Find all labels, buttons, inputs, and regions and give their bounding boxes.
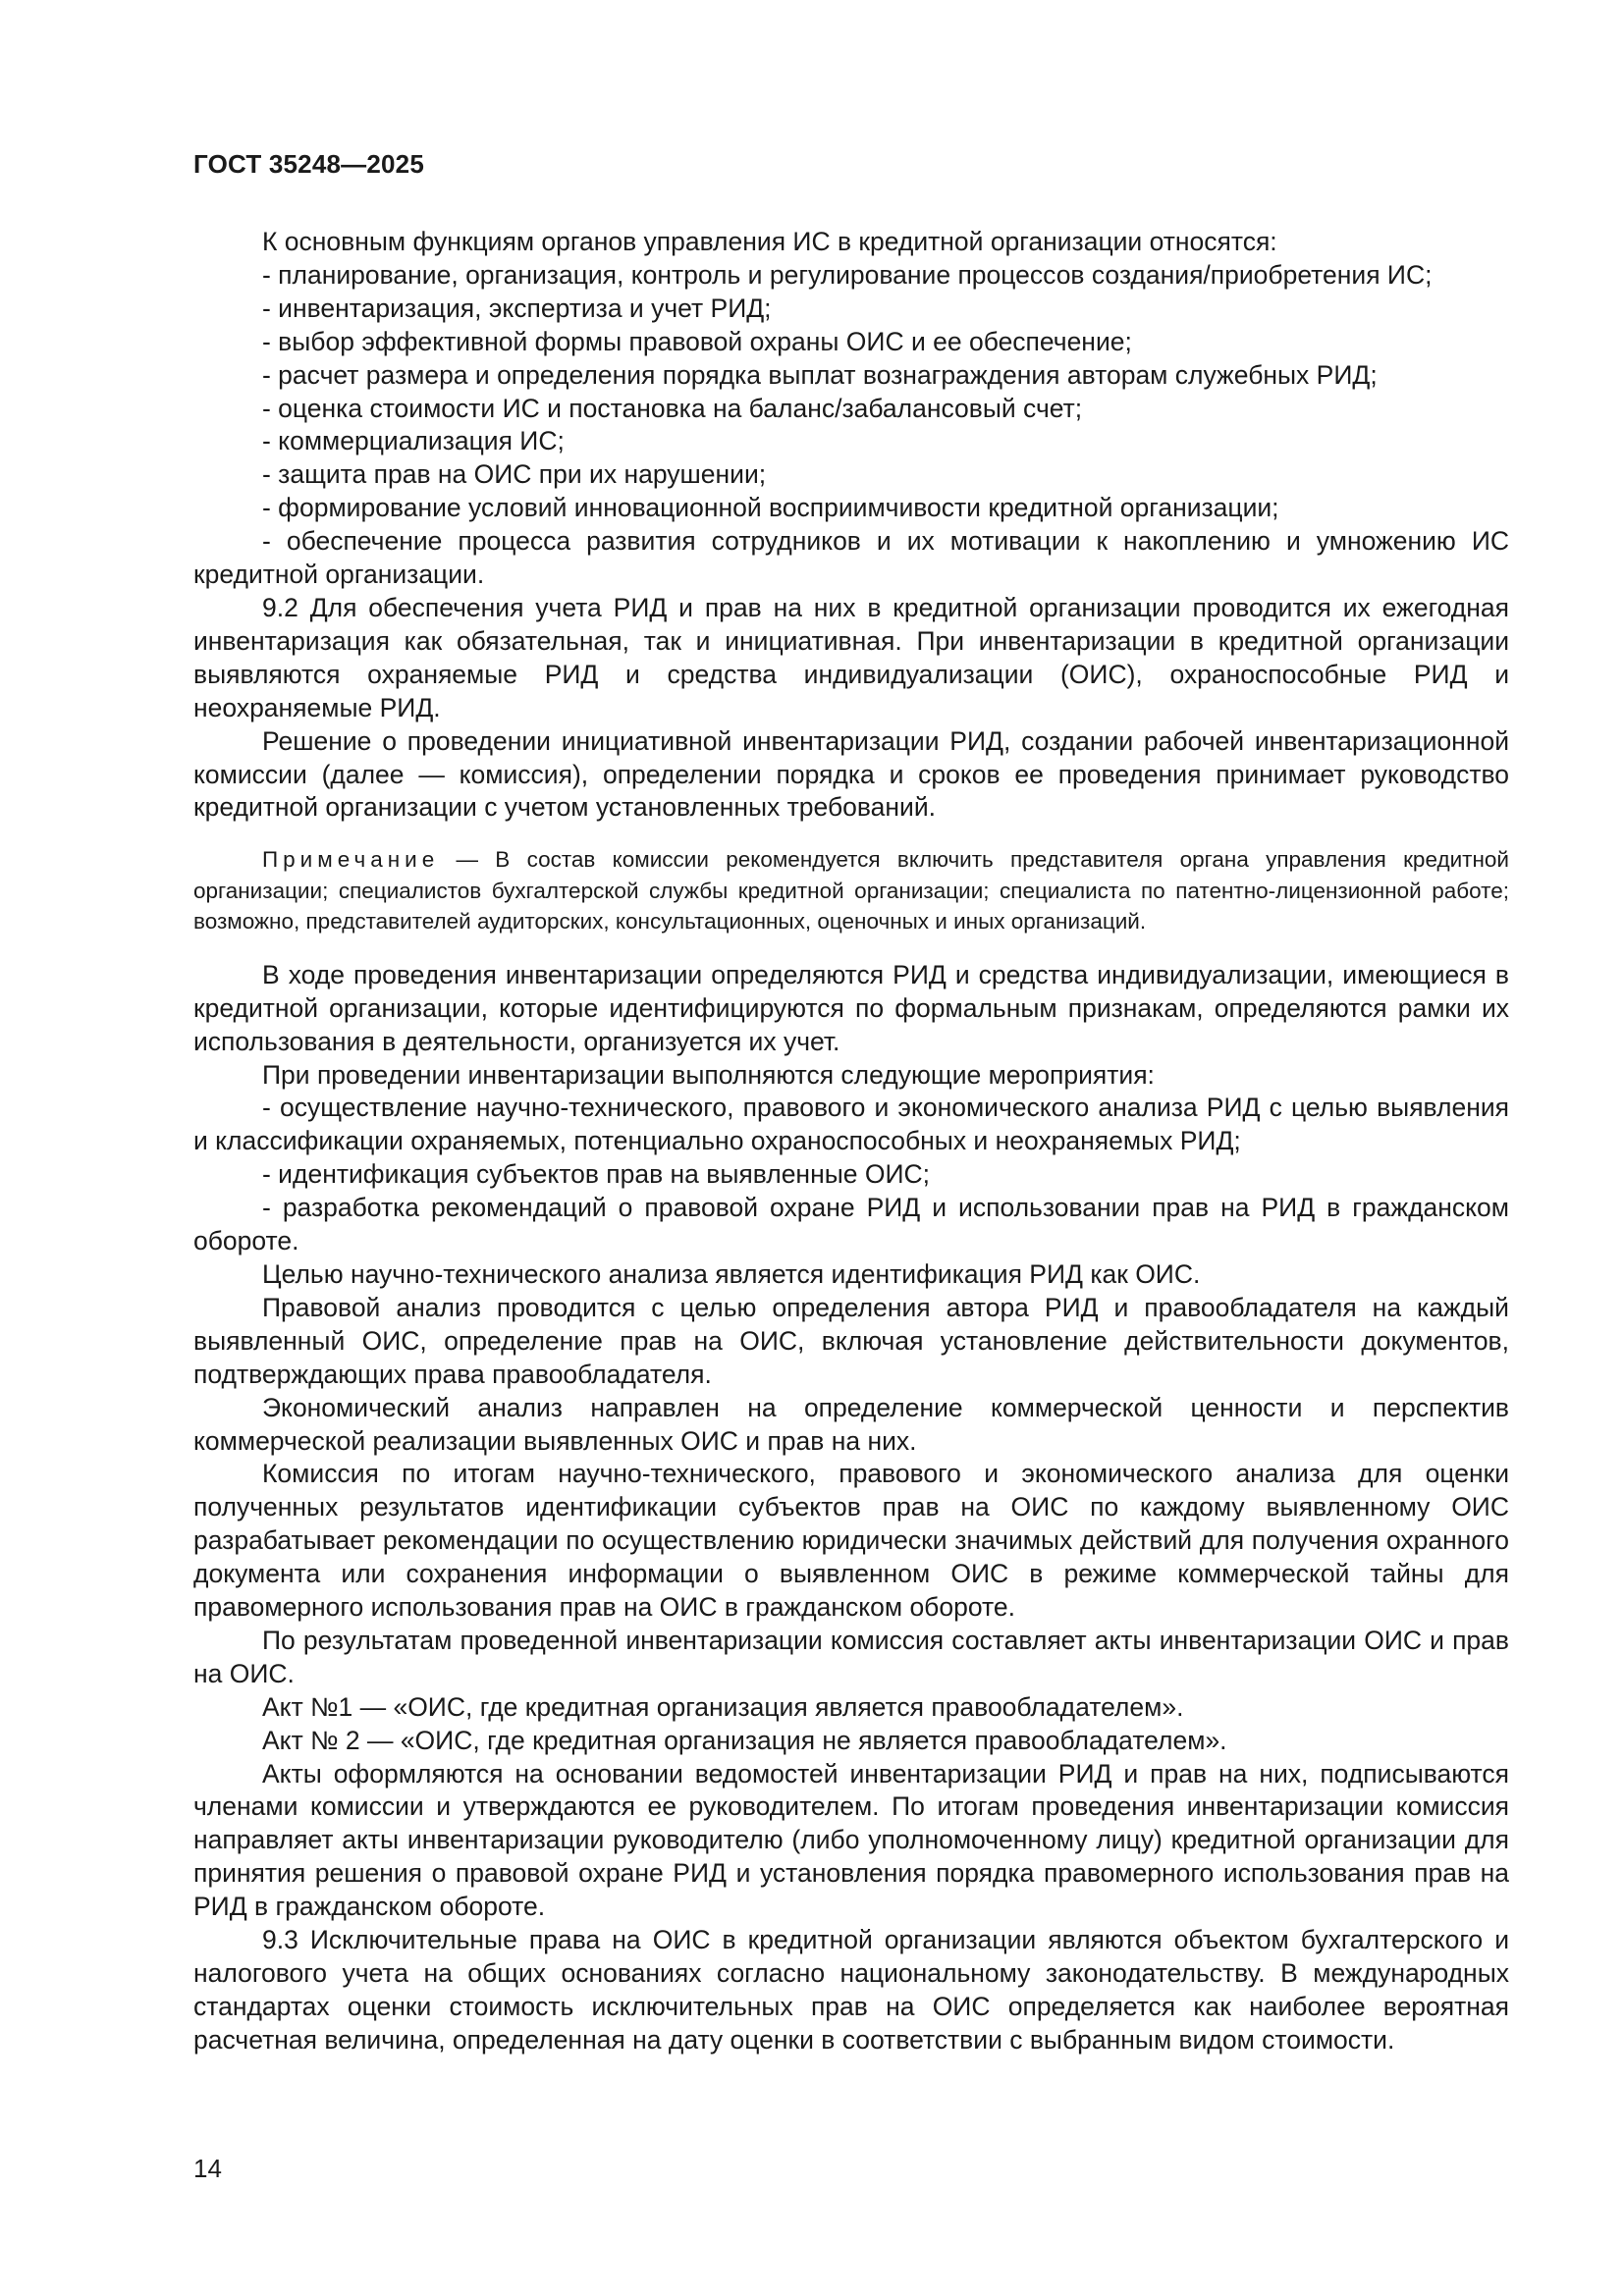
document-body: [193, 226, 1509, 2057]
list-item-measure: - идентификация субъектов прав на выявленные ОИС;: [262, 1159, 931, 1190]
paragraph-9-3: 9.3 Исключительные права на ОИС в кредитной организации являются объектом бухгалтерского и налогового учета на общих основаниях согласно национальному законодательству. В международных стандартах оценки стоимость исключительных прав на ОИС определяется как наиболее вероятная расчетная величина, определенная на дату оценки в соответствии с выбранным видом стоимости.: [193, 1925, 1509, 2055]
paragraph-decision: Решение о проведении инициативной инвентаризации РИД, создании рабочей инвентаризационной комиссии (далее — комиссия), определении порядка и сроков ее проведения принимает руководство кредитной организации с учетом установленных требований.: [193, 725, 1509, 823]
paragraph-acts: Акты оформляются на основании ведомостей инвентаризации РИД и прав на них, подписываются членами комиссии и утверждаются ее руководителем. По итогам проведения инвентаризации комиссия направляет акты инвентаризации руководителю (либо уполномоченному лицу) кредитной организации для принятия решения о правовой охране РИД и установления порядка правомерного использования прав на РИД в гражданском обороте.: [193, 1758, 1509, 1922]
paragraph-legal: Правовой анализ проводится с целью определения автора РИД и правообладателя на каждый выявленный ОИС, определение прав на ОИС, включая установление действительности документов, подтверждающих права правообладателя.: [193, 1292, 1509, 1389]
list-item-function: - обеспечение процесса развития сотрудников и их мотивации к накоплению и умножению ИС кредитной организации.: [193, 526, 1509, 590]
paragraph-intro: К основным функциям органов управления ИС в кредитной организации относятся:: [262, 227, 1277, 256]
paragraph-course: В ходе проведения инвентаризации определяются РИД и средства индивидуализации, имеющиеся в кредитной организации, которые идентифицируются по формальным признакам, определяются рамки их использования в деятельности, организуется их учет.: [193, 959, 1509, 1056]
list-item-function: - планирование, организация, контроль и регулирование процессов создания/приобретения ИС;: [262, 259, 1433, 290]
page-header: ГОСТ 35248—2025: [193, 149, 424, 179]
list-item-function: - оценка стоимости ИС и постановка на баланс/забалансовый счет;: [262, 393, 1083, 423]
paragraph-commission: Комиссия по итогам научно-технического, правового и экономического анализа для оценки полученных результатов идентификации субъектов прав на ОИС по каждому выявленному ОИС разрабатывает рекомендации по осуществлению юридически значимых действий для получения охранного документа или сохранения информации о выявленном ОИС в режиме коммерческой тайны для правомерного использования прав на ОИС в гражданском обороте.: [193, 1459, 1509, 1623]
list-item-measure: - разработка рекомендаций о правовой охране РИД и использовании прав на РИД в гражданском обороте.: [193, 1193, 1509, 1256]
list-item-function: - коммерциализация ИС;: [262, 426, 565, 456]
list-item-function: - выбор эффективной формы правовой охраны ОИС и ее обеспечение;: [262, 326, 1132, 356]
list-item-measure: - осуществление научно-технического, правового и экономического анализа РИД с целью выявления и классификации охраняемых, потенциально охраноспособных и неохраняемых РИД;: [193, 1093, 1509, 1156]
paragraph-results: По результатам проведенной инвентаризации комиссия составляет акты инвентаризации ОИС и прав на ОИС.: [193, 1625, 1509, 1688]
paragraph-9-2: 9.2 Для обеспечения учета РИД и прав на них в кредитной организации проводится их ежегодная инвентаризация как обязательная, так и инициативная. При инвентаризации в кредитной организации выявляются охраняемые РИД и средства индивидуализации (ОИС), охраноспособные РИД и неохраняемые РИД.: [193, 592, 1509, 722]
paragraph-goal: Целью научно-технического анализа является идентификация РИД как ОИС.: [262, 1258, 1201, 1289]
page-number: 14: [193, 2154, 222, 2183]
paragraph-act-2: Акт № 2 — «ОИС, где кредитная организация не является правообладателем».: [262, 1725, 1227, 1755]
list-item-function: - расчет размера и определения порядка выплат вознаграждения авторам служебных РИД;: [262, 359, 1378, 390]
note: [193, 844, 1509, 937]
note-label: Примечание: [262, 847, 440, 873]
list-item-function: - защита прав на ОИС при их нарушении;: [262, 459, 767, 490]
paragraph-measures: При проведении инвентаризации выполняются следующие мероприятия:: [262, 1059, 1155, 1090]
paragraph-act-1: Акт №1 — «ОИС, где кредитная организация является правообладателем».: [262, 1691, 1184, 1722]
list-item-function: - формирование условий инновационной восприимчивости кредитной организации;: [262, 493, 1279, 523]
list-item-function: - инвентаризация, экспертиза и учет РИД;: [262, 293, 772, 323]
note-text: В состав комиссии рекомендуется включить представителя органа управления кредитной организации; специалистов бухгалтерской службы кредитной организации; специалиста по патентно-лицензионной работе; возможно, представителей аудиторских, консультационных, оценочных и иных организаций.: [193, 847, 1509, 934]
paragraph-economic: Экономический анализ направлен на определение коммерческой ценности и перспектив коммерческой реализации выявленных ОИС и прав на них.: [193, 1392, 1509, 1456]
note-dash: —: [456, 847, 479, 873]
